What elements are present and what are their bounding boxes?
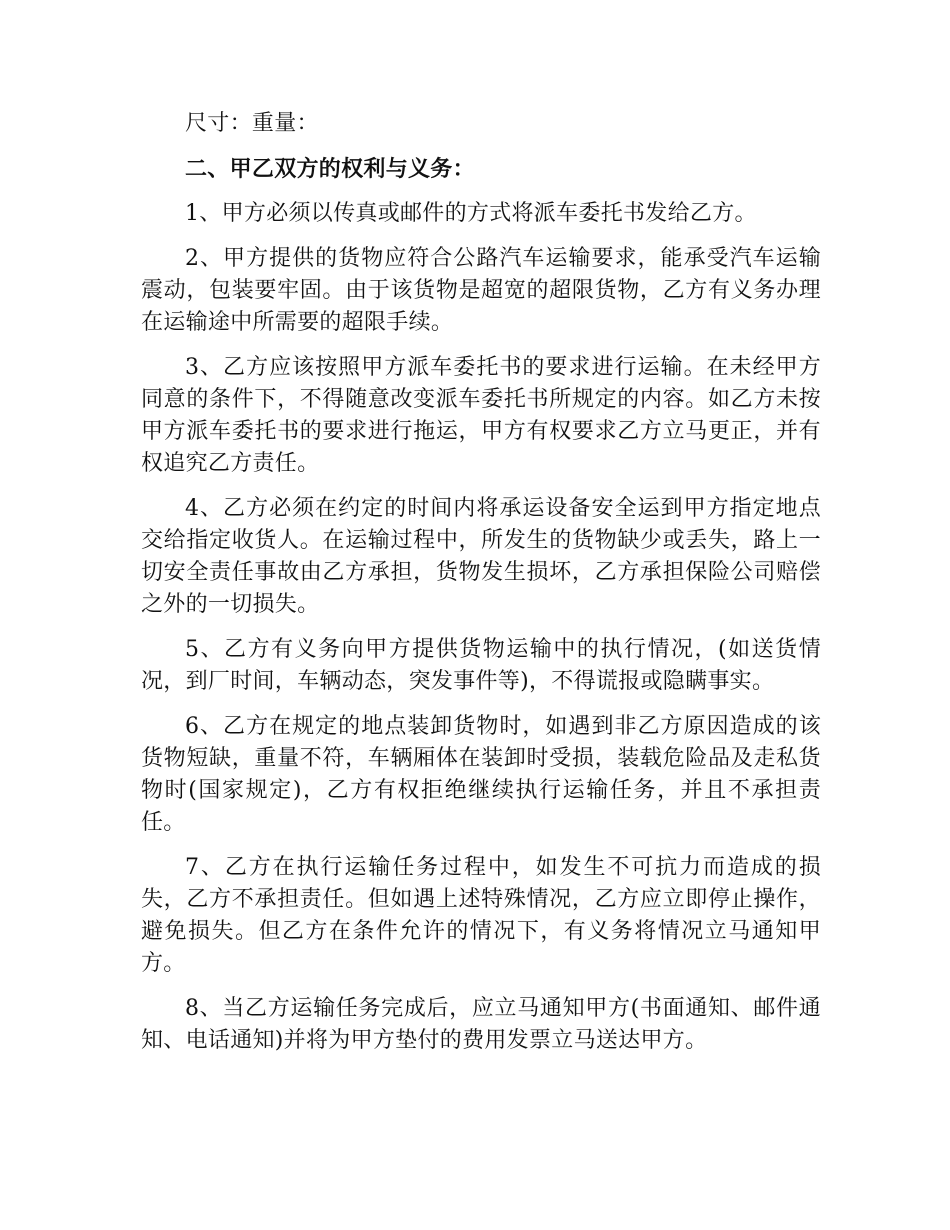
- clause-2: 2、甲方提供的货物应符合公路汽车运输要求，能承受汽车运输震动，包装要牢固。由于该货物是超宽的超限货物，乙方有义务办理在运输途中所需要的超限手续。: [141, 246, 821, 335]
- clause-5: 5、乙方有义务向甲方提供货物运输中的执行情况，(如送货情况，到厂时间，车辆动态，突发事件等)，不得谎报或隐瞒事实。: [141, 637, 821, 694]
- clause-8: 8、当乙方运输任务完成后，应立马通知甲方(书面通知、邮件通知、电话通知)并将为甲方垫付的费用发票立马送达甲方。: [141, 996, 821, 1053]
- clause-1: 1、甲方必须以传真或邮件的方式将派车委托书发给乙方。: [185, 201, 757, 226]
- document-body: [141, 108, 821, 1070]
- section-heading: 二、甲乙双方的权利与义务：: [185, 156, 475, 182]
- clause-4: 4、乙方必须在约定的时间内将承运设备安全运到甲方指定地点交给指定收货人。在运输过程中，所发生的货物缺少或丢失，路上一切安全责任事故由乙方承担，货物发生损坏，乙方承担保险公司赔偿之外的一切损失。: [141, 496, 821, 617]
- clause-3: 3、乙方应该按照甲方派车委托书的要求进行运输。在未经甲方同意的条件下，不得随意改变派车委托书所规定的内容。如乙方未按甲方派车委托书的要求进行拖运，甲方有权要求乙方立马更正，并有权追究乙方责任。: [141, 355, 821, 476]
- clause-7: 7、乙方在执行运输任务过程中，如发生不可抗力而造成的损失，乙方不承担责任。但如遇上述特殊情况，乙方应立即停止操作，避免损失。但乙方在条件允许的情况下，有义务将情况立马通知甲方。: [141, 855, 821, 976]
- clause-6: 6、乙方在规定的地点装卸货物时，如遇到非乙方原因造成的该货物短缺，重量不符，车辆厢体在装卸时受损，装载危险品及走私货物时(国家规定)，乙方有权拒绝继续执行运输任务，并且不承担责任。: [141, 714, 821, 835]
- size-weight-line: 尺寸：重量：: [185, 111, 319, 136]
